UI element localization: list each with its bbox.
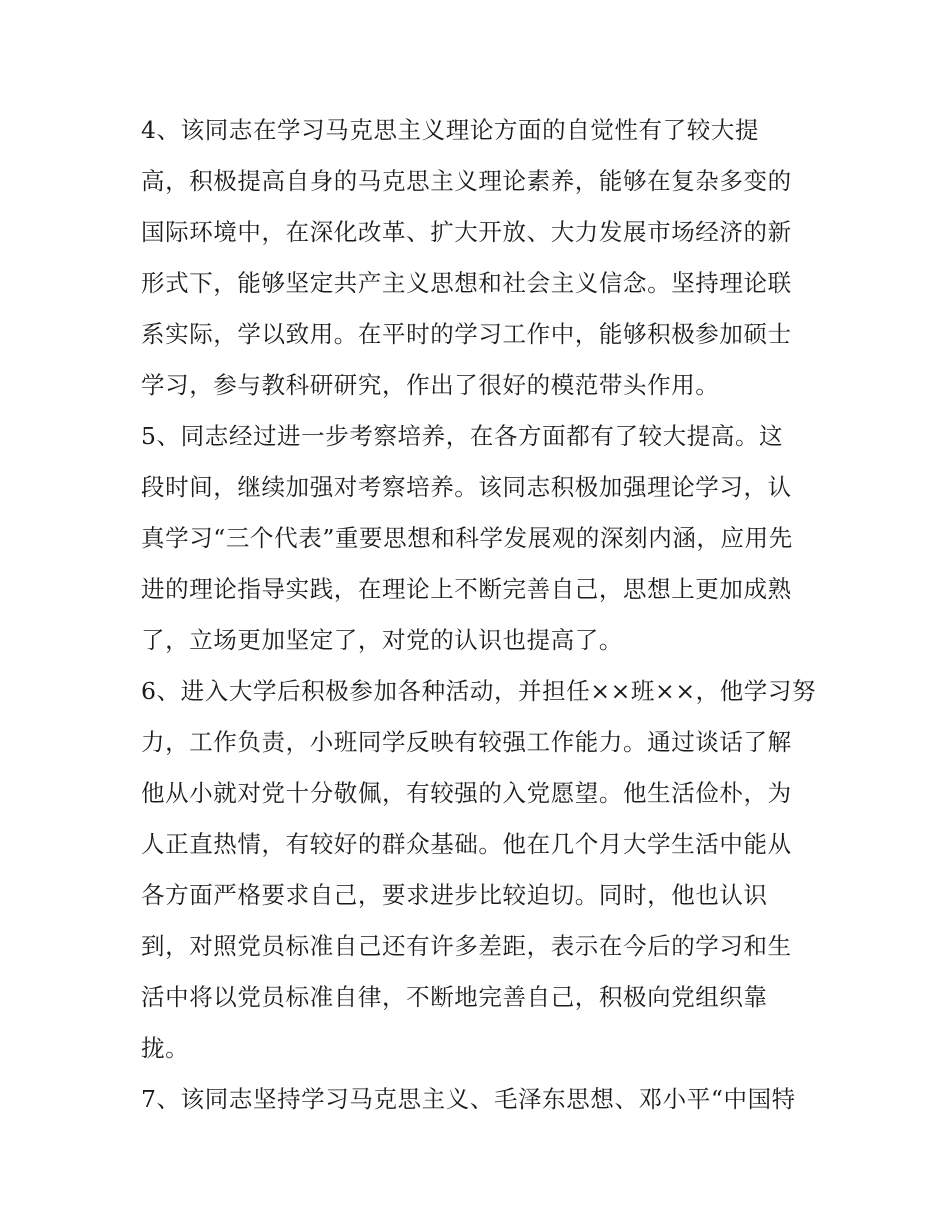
text-line: 6、进入大学后积极参加各种活动，并担任××班××，他学习努 xyxy=(141,677,817,705)
text-line: 力，工作负责，小班同学反映有较强工作能力。通过谈话了解 xyxy=(141,728,792,756)
text-line: 进的理论指导实践，在理论上不断完善自己，思想上更加成熟 xyxy=(141,575,792,603)
text-line: 真学习“三个代表”重要思想和科学发展观的深刻内涵，应用先 xyxy=(141,524,793,552)
paragraph-5 xyxy=(141,411,821,666)
text-line: 国际环境中，在深化改革、扩大开放、大力发展市场经济的新 xyxy=(141,218,792,246)
text-line: 拢。 xyxy=(141,1034,190,1062)
text-line: 形式下，能够坚定共产主义思想和社会主义信念。坚持理论联 xyxy=(141,269,792,297)
text-line: 4、该同志在学习马克思主义理论方面的自觉性有了较大提 xyxy=(141,116,760,144)
text-line: 活中将以党员标准自律，不断地完善自己，积极向党组织靠 xyxy=(141,983,768,1011)
paragraph-7 xyxy=(141,1074,821,1125)
text-line: 高，积极提高自身的马克思主义理论素养，能够在复杂多变的 xyxy=(141,167,792,195)
text-line: 5、同志经过进一步考察培养，在各方面都有了较大提高。这 xyxy=(141,422,784,450)
paragraph-4 xyxy=(141,105,821,411)
text-line: 系实际，学以致用。在平时的学习工作中，能够积极参加硕士 xyxy=(141,320,792,348)
text-line: 人正直热情，有较好的群众基础。他在几个月大学生活中能从 xyxy=(141,830,792,858)
text-line: 7、该同志坚持学习马克思主义、毛泽东思想、邓小平“中国特 xyxy=(141,1085,796,1113)
paragraph-6 xyxy=(141,666,821,1074)
text-line: 各方面严格要求自己，要求进步比较迫切。同时，他也认识 xyxy=(141,881,768,909)
text-line: 了，立场更加坚定了，对党的认识也提高了。 xyxy=(141,626,623,654)
text-line: 学习，参与教科研研究，作出了很好的模范带头作用。 xyxy=(141,371,720,399)
text-line: 他从小就对党十分敬佩，有较强的入党愿望。他生活俭朴，为 xyxy=(141,779,792,807)
text-line: 段时间，继续加强对考察培养。该同志积极加强理论学习，认 xyxy=(141,473,792,501)
text-line: 到，对照党员标准自己还有许多差距，表示在今后的学习和生 xyxy=(141,932,792,960)
